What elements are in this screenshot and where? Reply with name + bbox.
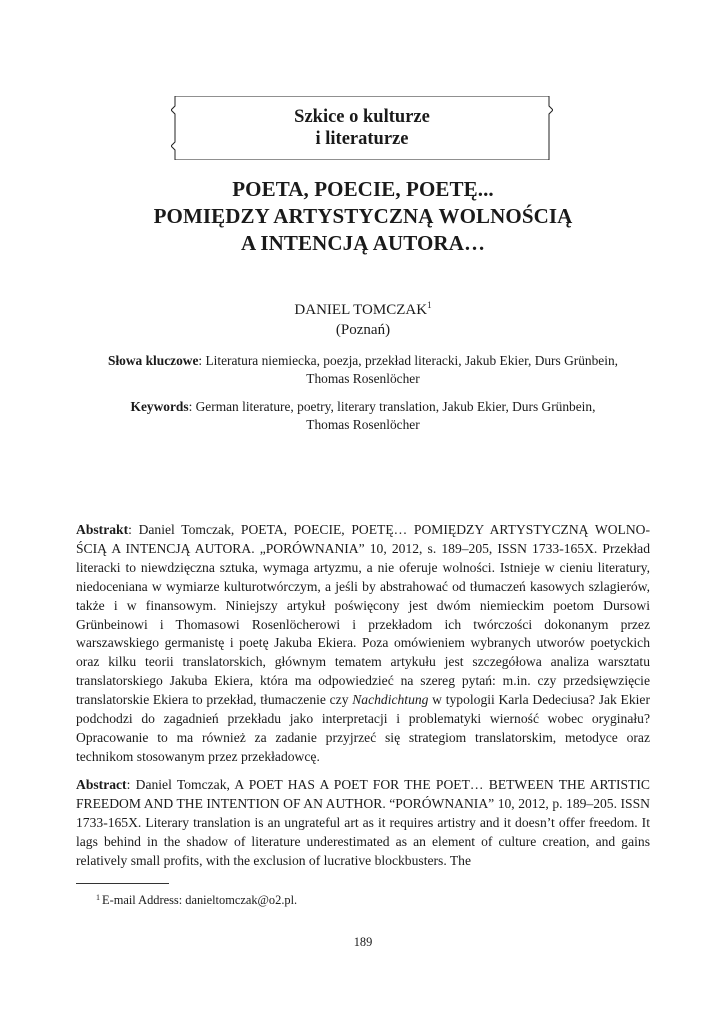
- footnote-text: E-mail Address: danieltomczak@o2.pl.: [102, 893, 298, 907]
- keywords-english: [80, 398, 646, 434]
- keywords-polish-label: Słowa kluczowe: [108, 353, 199, 368]
- abstract-polish-text: : Daniel Tomczak, POETA, POECIE, POETĘ… POMIĘDZY ARTYSTYCZNĄ WOLNO-ŚCIĄ A INTENCJĄ AUTORA. „PORÓWNANIA” 10, 2012, s. 189–205, ISSN 1733-165X. Przekład literacki to niewdzięczna sztuka, wymaga artyzmu, a nie oferuje wolności. Istnieje w cieniu literatury, niedoceniana w wymiarze kulturotwórczym, a jeśli by abstrahować od tłumaczeń kasowych szlagierów, także i w finansowym. Niniejszy artykuł poświęcony jest dwóm niemieckim poetom Dursowi Grünbeinowi i Thomasowi Rosenlöcherowi i przekładom ich twórczości dokonanym przez warszawskiego germanistę i poetę Jakuba Ekiera. Poza omówieniem wybranych utworów poetyckich oraz kilku teorii translatorskich, głównym tematem artykułu jest szczegółowa analiza warsztatu translatorskiego Jakuba Ekiera, która ma odpowiedzieć na szereg pytań: m.in. czy przedsięwzięcie translatorskie Ekiera to przekład, tłumaczenie czy: [76, 522, 650, 708]
- abstract-english: [76, 776, 650, 871]
- article-title-line-3: A INTENCJĄ AUTORA…: [240, 231, 486, 255]
- author-footnote-mark: 1: [427, 300, 432, 310]
- article-title-line-1: POETA, POECIE, POETĘ...: [232, 177, 494, 201]
- abstract-english-label: Abstract: [76, 777, 127, 792]
- footnote-mark: 1: [96, 893, 100, 902]
- author-block: [80, 295, 646, 340]
- footnote-separator: [76, 883, 169, 884]
- abstract-polish-text-end: w typologii Karla Dedeciusa? Jak Ekier podchodzi do zagadnień przekładu jako interpretacji i problematyki wierność wobec oryginału? Opracowanie to ma również za zadanie przyjrzeć się strategiom translatorskim, metodyce oraz technikom stosowanym przez przekładowcę.: [76, 692, 650, 764]
- section-title: [171, 106, 553, 150]
- keywords-english-line-1: [80, 398, 646, 416]
- abstract-polish-italic-term: Nachdichtung: [352, 692, 429, 708]
- article-title-line-2: POMIĘDZY ARTYSTYCZNĄ WOLNOŚCIĄ: [153, 204, 573, 228]
- author-name: DANIEL TOMCZAK: [294, 302, 428, 318]
- keywords-english-label: Keywords: [130, 399, 189, 414]
- author-line: [80, 295, 646, 320]
- keywords-english-text-1: : German literature, poetry, literary translation, Jakub Ekier, Durs Grünbein,: [188, 399, 596, 414]
- keywords-polish-line-2: Thomas Rosenlöcher: [306, 371, 420, 386]
- keywords-english-line-2: Thomas Rosenlöcher: [306, 417, 420, 432]
- page-number: 189: [353, 935, 373, 949]
- keywords-polish: [80, 352, 646, 388]
- section-title-line-2: i literaturze: [315, 129, 409, 149]
- section-title-line-1: Szkice o kulturze: [294, 107, 430, 127]
- abstract-english-text: : Daniel Tomczak, A POET HAS A POET FOR THE POET… BETWEEN THE ARTISTIC FREEDOM AND THE INTENTION OF AN AUTHOR. “PORÓWNANIA” 10, 2012, p. 189–205. ISSN 1733-165X. Literary translation is an ungrateful art as it requires artistry and it doesn’t offer freedom. It lags behind in the shadow of literature underestimated as an element of culture creation, and gains relatively small profits, with the exclusion of lucrative blockbusters. The: [76, 777, 650, 868]
- abstract-polish-label: Abstrakt: [76, 522, 129, 537]
- footnote: [96, 890, 616, 908]
- author-affiliation: (Poznań): [335, 322, 391, 338]
- section-header-box: [171, 96, 553, 160]
- keywords-polish-text-1: : Literatura niemiecka, poezja, przekład literacki, Jakub Ekier, Durs Grünbein,: [198, 353, 618, 368]
- abstract-polish: [76, 521, 650, 767]
- keywords-polish-line-1: [80, 352, 646, 370]
- article-title: [80, 176, 646, 257]
